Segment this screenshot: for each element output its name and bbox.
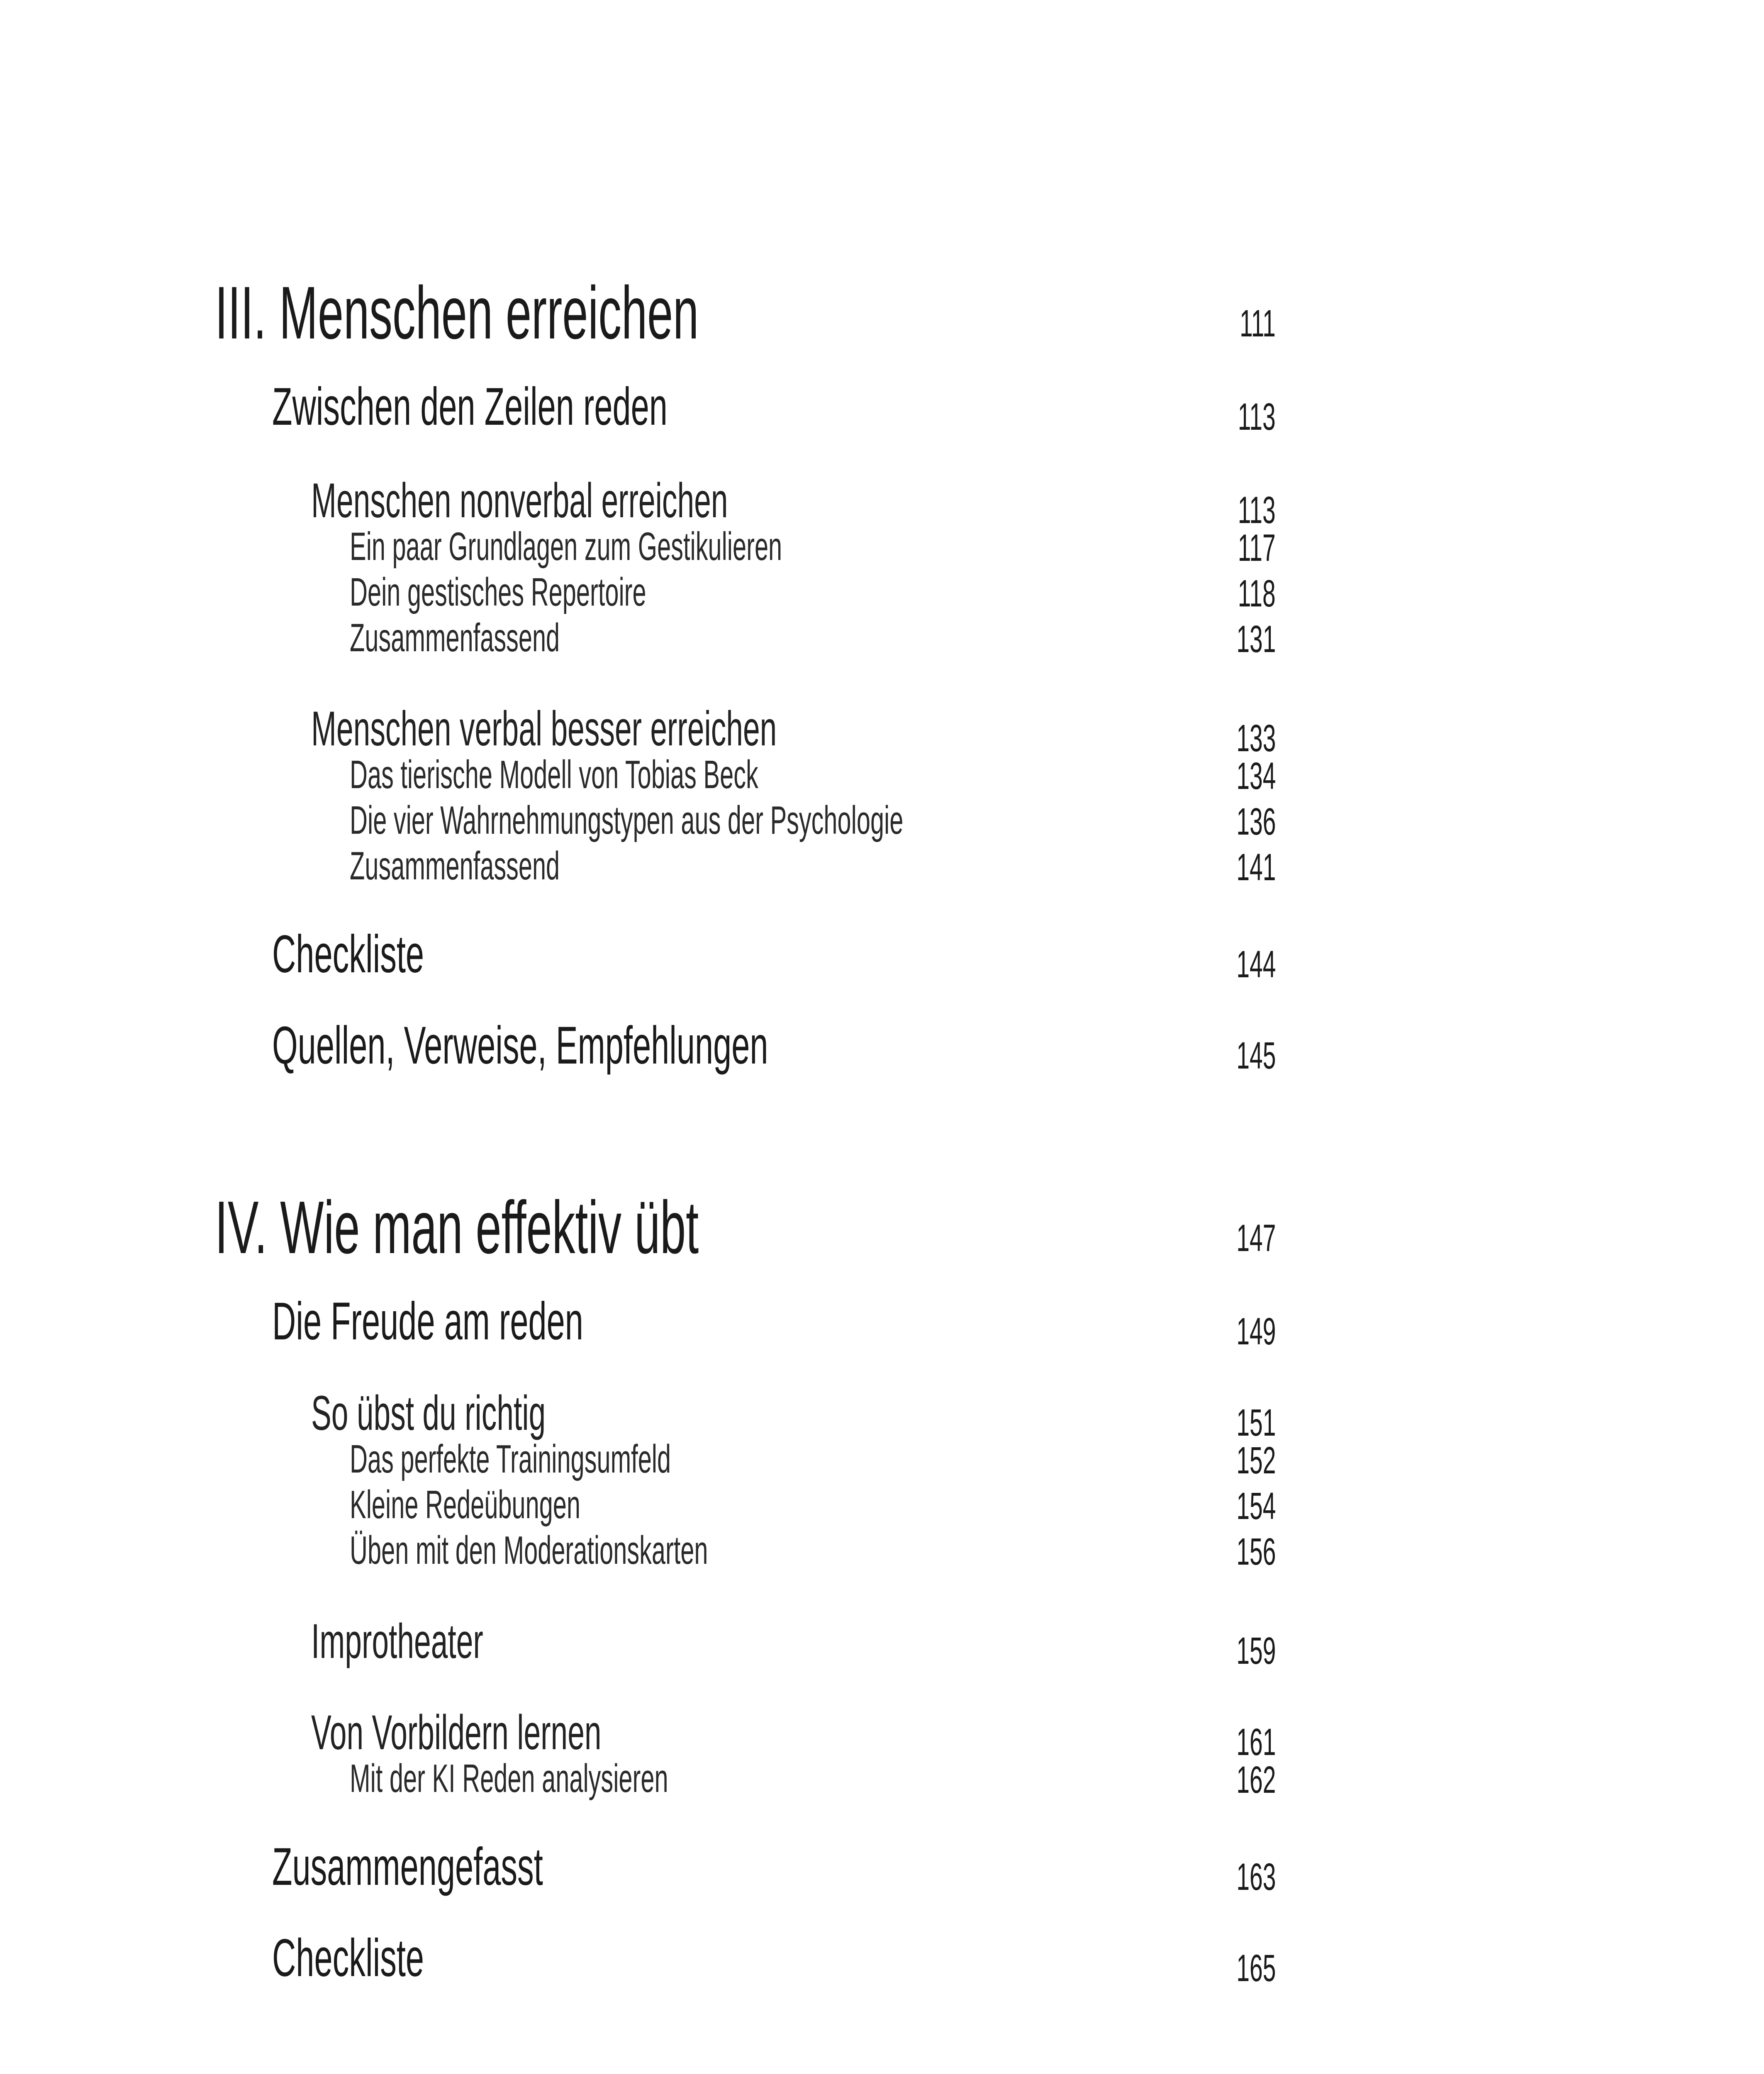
toc-entry-page-number: 133 <box>1236 717 1276 759</box>
toc-entry-title: Ein paar Grundlagen zum Gestikulieren <box>350 524 782 569</box>
toc-entry-title: Zwischen den Zeilen reden <box>272 377 668 436</box>
toc-entry-title: Checkliste <box>272 1928 424 1988</box>
toc-entry-title: Das tierische Modell von Tobias Beck <box>350 752 758 797</box>
toc-entry-page-number: 145 <box>1236 1035 1276 1077</box>
toc-entry-page-number: 165 <box>1236 1947 1276 1989</box>
toc-entry-page-number: 141 <box>1236 846 1276 889</box>
toc-entry-title: Die vier Wahrnehmungstypen aus der Psychologie <box>350 798 904 842</box>
toc-entry-page-number: 147 <box>1236 1217 1276 1259</box>
toc-entry-page-number: 154 <box>1236 1485 1276 1527</box>
toc-entry-title: Üben mit den Moderationskarten <box>350 1528 708 1573</box>
toc-entry-page-number: 152 <box>1236 1439 1276 1482</box>
toc-entry-title: Zusammenfassend <box>350 616 560 660</box>
toc-entry-title: Das perfekte Trainingsumfeld <box>350 1437 671 1481</box>
toc-entry-title: Zusammenfassend <box>350 844 560 888</box>
toc-entry-title: Menschen nonverbal erreichen <box>311 473 728 528</box>
toc-entry-page-number: 111 <box>1240 302 1276 345</box>
toc-entry-page-number: 156 <box>1236 1531 1276 1573</box>
toc-entry-title: Von Vorbildern lernen <box>311 1705 602 1760</box>
toc-entry-page-number: 163 <box>1236 1856 1276 1898</box>
toc-entry-title: Menschen verbal besser erreichen <box>311 701 777 756</box>
toc-entry-title: Zusammengefasst <box>272 1837 543 1896</box>
toc-entry-title: Mit der KI Reden analysieren <box>350 1756 668 1801</box>
toc-entry-title: Quellen, Verweise, Empfehlungen <box>272 1016 768 1075</box>
toc-entry-page-number: 118 <box>1238 572 1276 615</box>
toc-entry-page-number: 113 <box>1238 489 1276 531</box>
toc-entry-title: Dein gestisches Repertoire <box>350 570 646 614</box>
toc-entry-page-number: 162 <box>1236 1759 1276 1801</box>
toc-entry-page-number: 131 <box>1236 618 1276 660</box>
toc-entry-page-number: 117 <box>1238 527 1276 569</box>
toc-entry-title: Improtheater <box>311 1614 483 1669</box>
toc-entry-page-number: 144 <box>1236 943 1276 986</box>
toc-entry-page-number: 134 <box>1236 755 1276 797</box>
toc-entry-title: III. Menschen erreichen <box>215 271 699 355</box>
toc-entry-page-number: 159 <box>1236 1630 1276 1672</box>
toc-entry-page-number: 136 <box>1236 801 1276 843</box>
toc-entry-page-number: 149 <box>1236 1310 1276 1353</box>
toc-entry-title: So übst du richtig <box>311 1386 546 1441</box>
toc-entry-page-number: 113 <box>1238 396 1276 438</box>
toc-entry-page-number: 151 <box>1236 1402 1276 1444</box>
toc-entry-title: Checkliste <box>272 925 424 984</box>
toc-entry-title: IV. Wie man effektiv übt <box>215 1186 699 1269</box>
toc-entry-page-number: 161 <box>1236 1721 1276 1763</box>
toc-entry-title: Die Freude am reden <box>272 1292 583 1351</box>
toc-entry-title: Kleine Redeübungen <box>350 1482 580 1527</box>
